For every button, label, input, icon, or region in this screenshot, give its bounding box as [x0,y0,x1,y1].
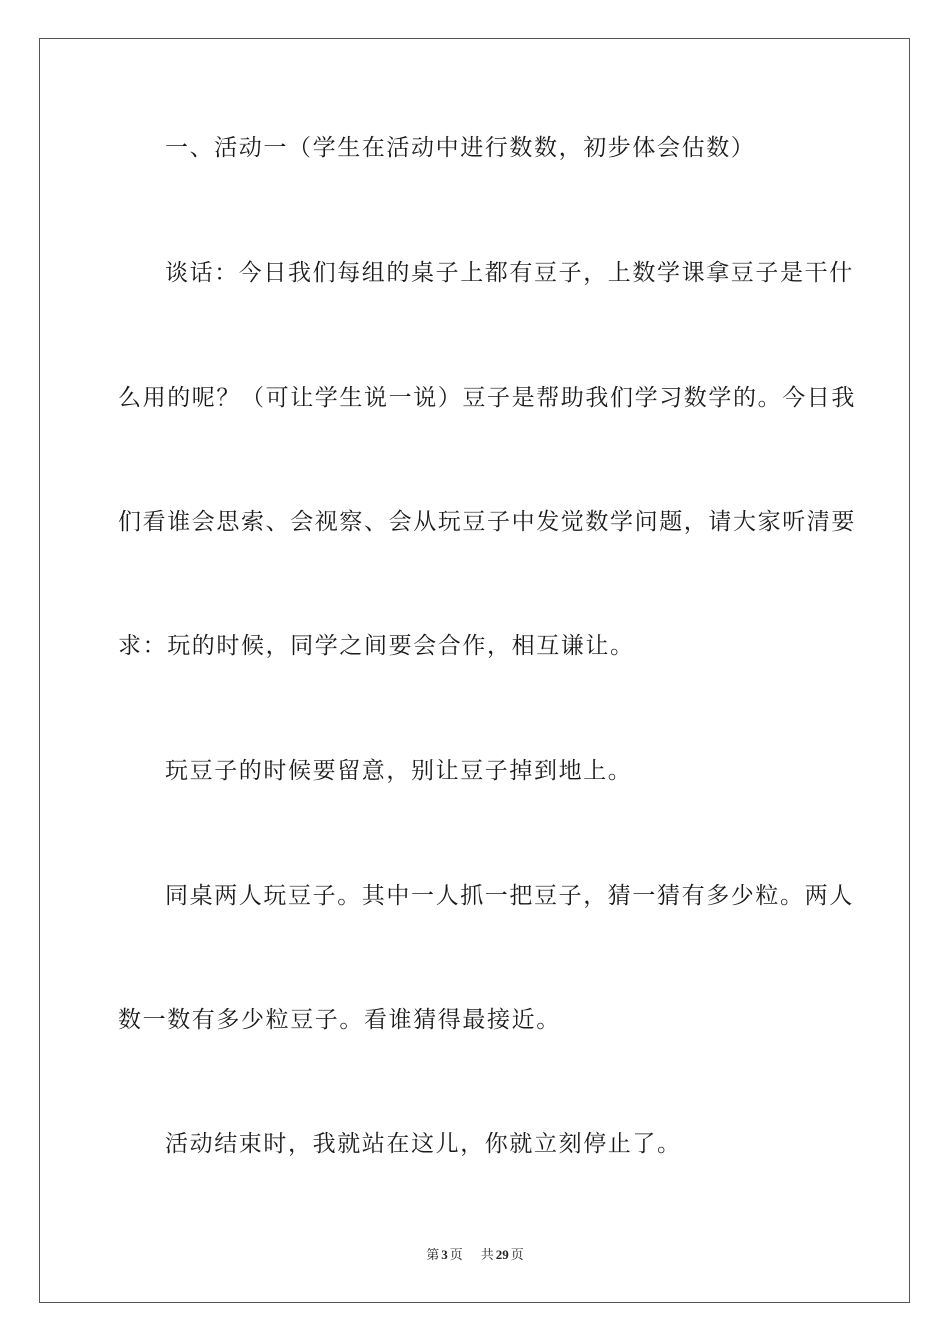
paragraph-line: 求：玩的时候，同学之间要会合作，相互谦让。 [118,633,635,659]
total-prefix: 共 [480,1247,494,1262]
paragraph-line: 玩豆子的时候要留意，别让豆子掉到地上。 [165,758,633,784]
section-heading: 一、活动一（学生在活动中进行数数，初步体会估数） [165,135,756,161]
paragraph-line: 数一数有多少粒豆子。看谁猜得最接近。 [118,1007,561,1033]
current-page-number: 3 [441,1247,448,1262]
page-border [39,38,910,1303]
paragraph-line: 活动结束时，我就站在这儿，你就立刻停止了。 [165,1131,682,1157]
total-page-count: 29 [495,1247,509,1262]
page-unit: 页 [449,1247,463,1262]
paragraph-line: 同桌两人玩豆子。其中一人抓一把豆子，猜一猜有多少粒。两人 [165,883,854,909]
page-footer [0,1246,950,1264]
total-unit: 页 [510,1247,524,1262]
paragraph-line: 么用的呢？（可让学生说一说）豆子是帮助我们学习数学的。今日我 [118,385,856,411]
paragraph-line: 谈话：今日我们每组的桌子上都有豆子，上数学课拿豆子是干什 [165,260,854,286]
page-prefix: 第 [426,1247,440,1262]
paragraph-line: 们看谁会思索、会视察、会从玩豆子中发觉数学问题，请大家听清要 [118,509,856,535]
